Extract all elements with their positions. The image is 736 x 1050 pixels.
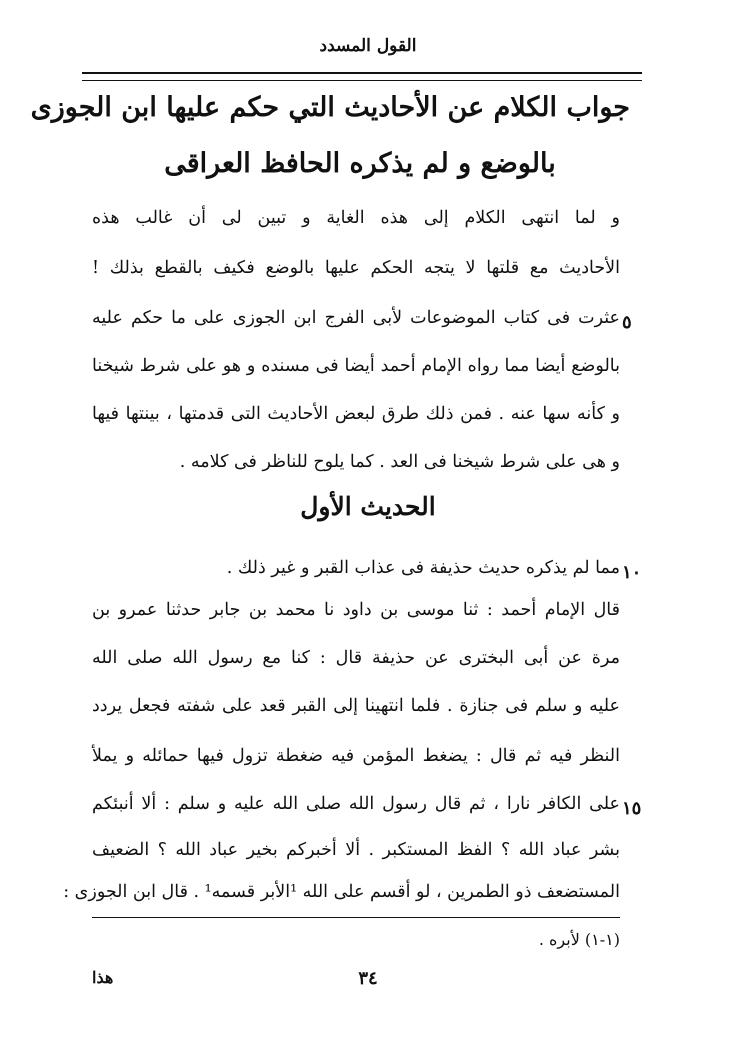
page-number: ٣٤ (358, 968, 378, 989)
line-number-5: ٥ (622, 312, 632, 333)
line-number-15: ١٥ (622, 798, 642, 819)
section-title: الحديث الأول (300, 492, 436, 521)
intro-line: و هى على شرط شيخنا فى العد . كما يلوح للناظر فى كلامه . (179, 452, 620, 472)
hadith-line: مرة عن أبى البخترى عن حذيفة قال : كنا مع رسول الله صلى الله (92, 648, 620, 668)
hadith-line: قال الإمام أحمد : ثنا موسى بن داود نا محمد بن جابر حدثنا عمرو بن (92, 600, 620, 620)
intro-line: و لما انتهى الكلام إلى هذه الغاية و تبين لى أن غالب هذه (92, 208, 620, 228)
line-number-10: ١٠ (622, 562, 642, 583)
hadith-line: النظر فيه ثم قال : يضغط المؤمن فيه ضغطة تزول فيها حمائله و يملأ (92, 746, 620, 766)
hadith-line: عليه و سلم فى جنازة . فلما انتهينا إلى القبر قعد على شفته فجعل يردد (92, 696, 620, 716)
running-head: القول المسدد (319, 36, 417, 56)
intro-line: عثرت فى كتاب الموضوعات لأبى الفرج ابن الجوزى على ما حكم عليه (92, 308, 620, 328)
footnote: (١-١) لأبره . (538, 930, 620, 949)
catchword: هذا (92, 968, 114, 987)
hadith-line: مما لم يذكره حديث حذيفة فى عذاب القبر و غير ذلك . (226, 558, 620, 578)
intro-line: الأحاديث مع قلتها لا يتجه الحكم عليها بالوضع فكيف بالقطع بذلك ! (92, 258, 620, 278)
hadith-line: المستضعف ذو الطمرين ، لو أقسم على الله ¹الأبر قسمه¹ . قال ابن الجوزى : (63, 882, 620, 902)
hadith-line: بشر عباد الله ؟ الفظ المستكبر . ألا أخبركم بخير عباد الله ؟ الضعيف (92, 840, 620, 860)
intro-line: و كأنه سها عنه . فمن ذلك طرق لبعض الأحاديث التى قدمتها ، بينتها فيها (92, 404, 620, 424)
header-double-rule (82, 72, 642, 81)
hadith-line: على الكافر نارا ، ثم قال رسول الله صلى الله عليه و سلم : ألا أنبئكم (92, 794, 620, 814)
footnote-rule (92, 917, 620, 918)
chapter-heading-line-1: جواب الكلام عن الأحاديث التي حكم عليها ابن الجوزى (30, 92, 630, 123)
chapter-heading-line-2: بالوضع و لم يذكره الحافظ العراقى (164, 148, 556, 179)
intro-line: بالوضع أيضا مما رواه الإمام أحمد أيضا فى مسنده و هو على شرط شيخنا (92, 356, 620, 376)
